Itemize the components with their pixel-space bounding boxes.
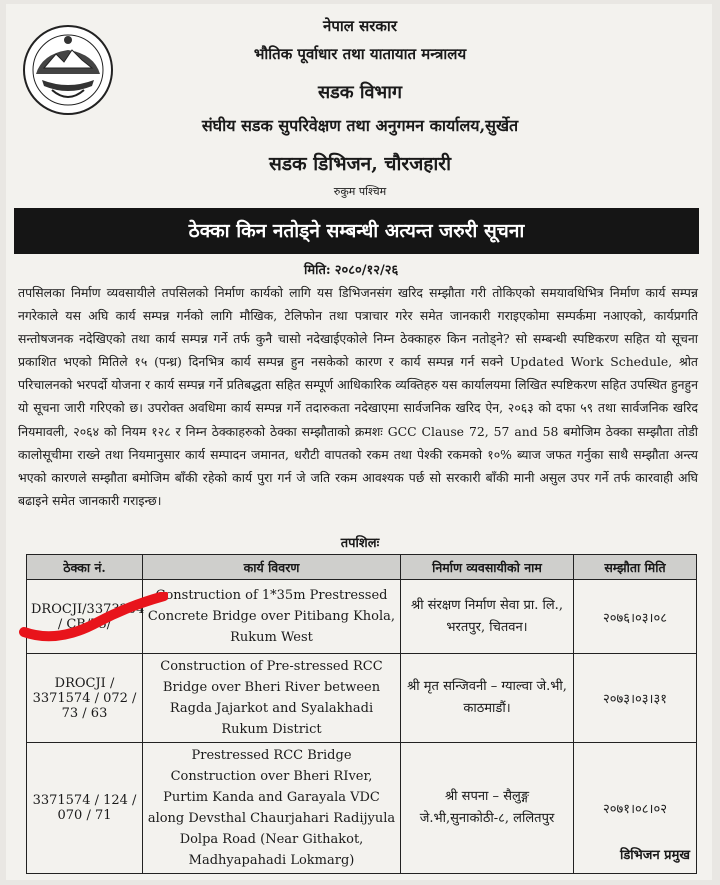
notice-date [300,260,398,278]
table-row [27,743,697,874]
agreement-date: २०७१।०८।०२ [574,743,697,874]
agreement-date: २०७३।०३।३१ [574,654,697,743]
work-description: Construction of 1*35m Prestressed Concrete Bridge over Pitibang Khola, Rukum West [143,580,401,654]
header-agreement-date: सम्झौता मिति [574,555,697,580]
contractor-name: श्री सपना – सैलुङ्ग जे.भी,सुनाकोठी-८, ललितपुर [401,743,574,874]
header-ministry: भौतिक पूर्वाधार तथा यातायात मन्त्रालय [253,45,467,63]
contract-no: DROCJI / 3371574 / 072 / 73 / 63 [27,654,143,743]
contractor-name: श्री मृत सन्जिवनी – ग्याल्वा जे.भी, काठमाडौं। [401,654,574,743]
contracts-table [26,554,697,874]
header-division: सडक डिभिजन, चौरजहारी [268,153,451,175]
notice-body: तपसिलका निर्माण व्यवसायीले तपसिलको निर्माण कार्यको लागि यस डिभिजनसंग खरिद सम्झौता गरी तोकिएको समयावधिभित्र निर्माण कार्य सम्पन्न नगरेकाले यस अघि कार्य सम्पन्न गर्नको लागि मौखिक, टेलिफोन तथा पत्राचार गरेर समेत जानकारी गराइएकोमा सम्पर्कमा नआएको, कार्यप्रगति सन्तोषजनक नदेखिएको तथा कार्य सम्पन्न गर्ने तर्फ कुनै चासो नदेखाईएकोले निम्न ठेक्काहरु किन नतोड्ने? सो सम्बन्धी स्पष्टिकरण सहित यो सूचना प्रकाशित भएको मितिले १५ (पन्ध्र) दिनभित्र कार्य सम्पन्न हुन नसकेको कारण र कार्य सम्पन्न गर्न सक्ने Updated Work Schedule, श्रोत परिचालनको भरपर्दो योजना र कार्य सम्पन्न गर्ने प्रतिबद्धता सहित सम्पूर्ण आधिकारिक व्यक्तिहरु यस कार्यालयमा लिखित स्पष्टिकरण सहित उपस्थित हुनहुन यो सूचना जारी गरिएको छ। उपरोक्त अवधिमा कार्य सम्पन्न गर्ने तदारुकता नदेखाएमा सार्वजनिक खरिद ऐन, २०६३ को दफा ५९ तथा सार्वजनिक खरिद नियमावली, २०६४ को नियम १२८ र निम्न ठेक्काहरुको ठेक्का सम्झौताको क्रमशः GCC Clause 72, 57 and 58 बमोजिम ठेक्का सम्झौता तोडी कालोसूचीमा राख्ने तथा नियमानुसार कार्य सम्पादन जमानत, धरौटी वापतको रकम तथा पेश्की रकमको १०% ब्याज जफत गर्नुका साथै सम्झौता अन्त्य भएको कारणले सम्झौता बमोजिम बाँकी रहेको कार्य पुरा गर्न जे जति रकम आवश्यक पर्छ सो सरकारी बाँकी मानी असुल उपर गर्ने तर्फ कारवाही अघि बढाइने समेत जानकारी गराइन्छ। [18,285,698,508]
header-department: सडक विभाग [317,82,402,103]
date-value: २०८०/१२/२६ [334,263,399,278]
table-title: तपशिलः [340,536,380,551]
contract-no: 3371574 / 124 / 070 / 71 [27,743,143,874]
header-work-description: कार्य विवरण [143,555,401,580]
notice-title: ठेक्का किन नतोड्ने सम्बन्धी अत्यन्त जरुरी सूचना [14,208,699,254]
signature-label: डिभिजन प्रमुख [619,848,690,863]
header-district: रुकुम पश्चिम [333,185,387,198]
table-row [27,654,697,743]
table-header-row [27,555,697,580]
contractor-name: श्री संरक्षण निर्माण सेवा प्रा. लि., भरतपुर, चितवन। [401,580,574,654]
header-office: संघीय सडक सुपरिवेक्षण तथा अनुगमन कार्यालय,सुर्खेत [201,116,519,135]
table-row [27,580,697,654]
work-description: Construction of Pre-stressed RCC Bridge over Bheri River between Ragda Jajarkot and Syalakhadi Rukum District [143,654,401,743]
header-government: नेपाल सरकार [323,17,397,35]
agreement-date: २०७६।०३।०८ [574,580,697,654]
header-contractor-name: निर्माण व्यवसायीको नाम [401,555,574,580]
contract-no: DROCJI/3373204 / CB/75/ [27,580,143,654]
date-label: मिति: [304,263,331,278]
work-description: Prestressed RCC Bridge Construction over Bheri RIver, Purtim Kanda and Garayala VDC along Devsthal Chaurjahari Radijyula Dolpa Road (Near Githakot, Madhyapahadi Lokmarg) [143,743,401,874]
header-contract-no: ठेक्का नं. [27,555,143,580]
